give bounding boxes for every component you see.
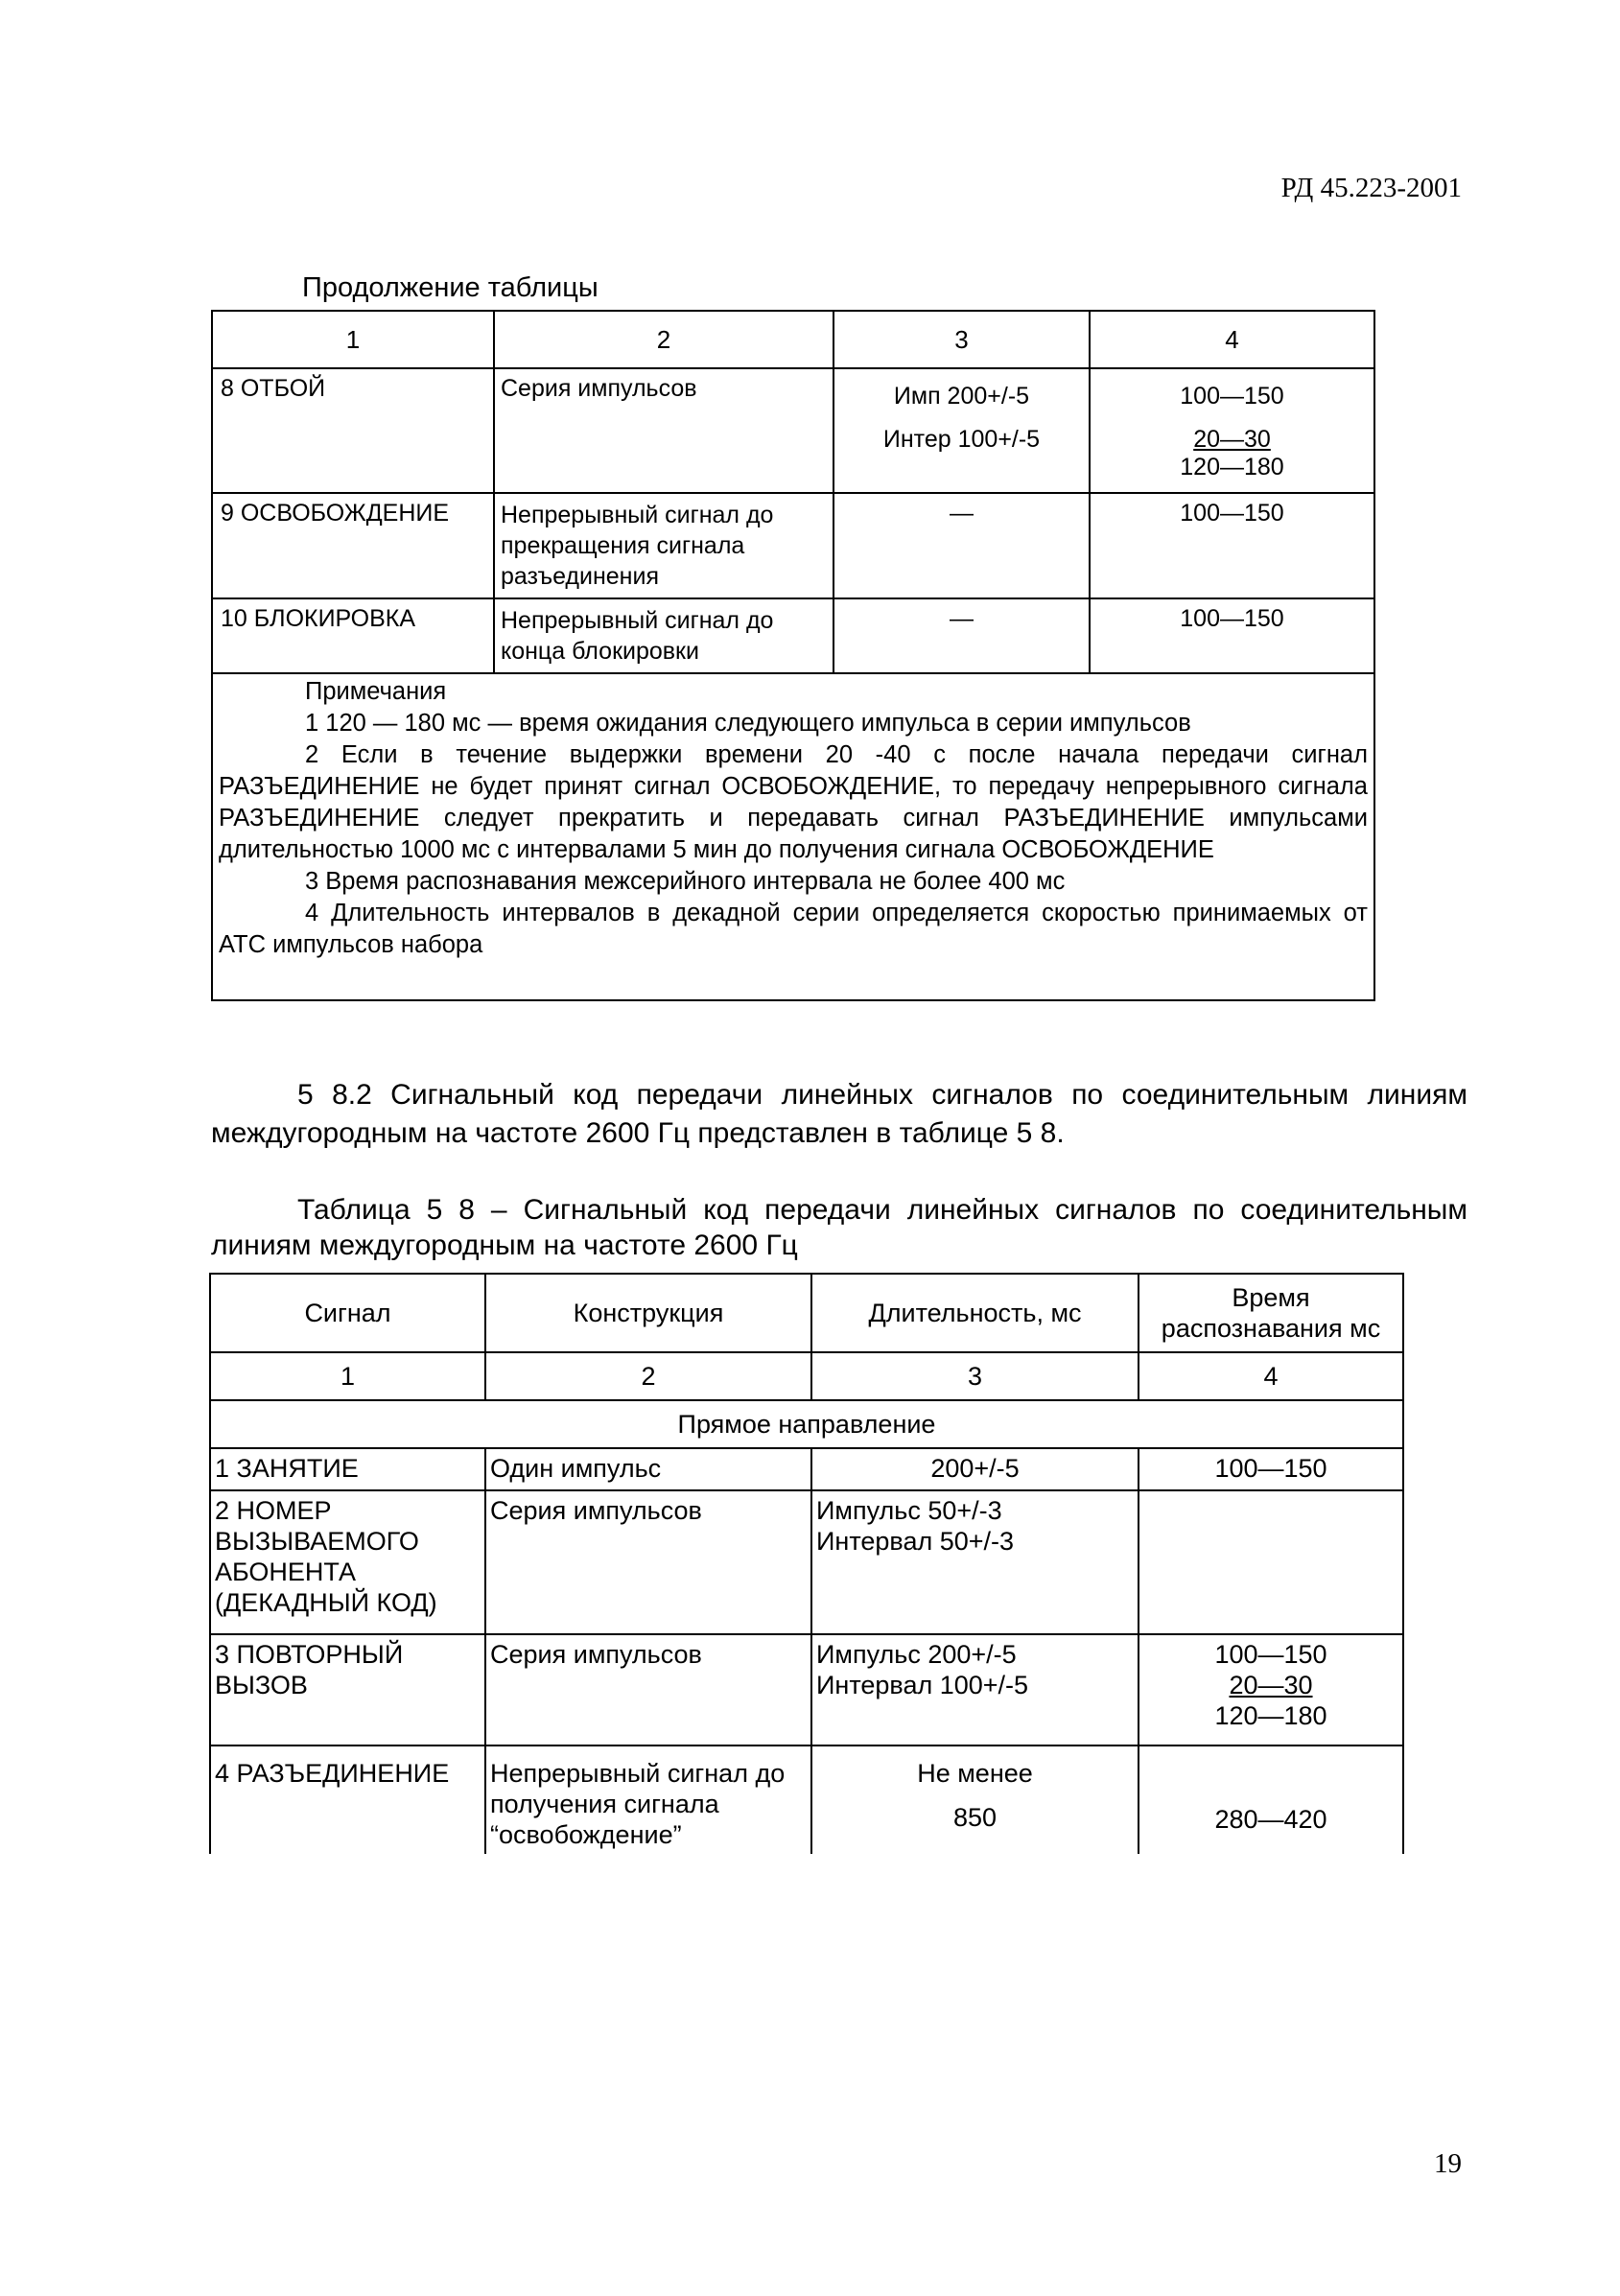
table-row [210,1745,1403,1854]
recognition-cell [1090,368,1374,493]
notes-cell [212,673,1374,1000]
signal-cell: 3 ПОВТОРНЫЙ ВЫЗОВ [210,1634,485,1745]
signal-cell: 8 ОТБОЙ [212,368,494,493]
note-1: 1 120 — 180 мс — время ожидания следующего импульса в серии импульсов [305,710,1191,737]
recognition-line: 20—30 [1229,1671,1313,1699]
construction-cell: Непрерывный сигнал до прекращения сигнала разъединения [494,493,833,598]
duration-line: Имп 200+/-5 [893,383,1030,410]
recognition-cell [1139,1634,1403,1745]
table-row [212,368,1374,493]
header-signal: Сигнал [210,1274,485,1352]
header-duration: Длительность, мс [811,1274,1139,1352]
duration-line: Интервал 50+/-3 [816,1527,1015,1556]
recognition-cell: 100—150 [1090,493,1374,598]
table2-section-row [210,1400,1403,1448]
table-row [212,598,1374,673]
table1-col-1: 1 [212,311,494,368]
duration-cell [833,368,1090,493]
recognition-cell [1139,1490,1403,1634]
recognition-line: 120—180 [1180,454,1284,480]
table2 [209,1273,1404,1854]
table1-col-2: 2 [494,311,833,368]
recognition-cell: 100—150 [1090,598,1374,673]
document-code: РД 45.223-2001 [1280,173,1462,203]
table1-caption: Продолжение таблицы [302,272,599,303]
col-number: 2 [485,1352,811,1400]
table1-col-4: 4 [1090,311,1374,368]
note-3: 3 Время распознавания межсерийного интервала не более 400 мс [305,868,1066,895]
signal-cell: 9 ОСВОБОЖДЕНИЕ [212,493,494,598]
table1 [211,310,1375,1001]
header-construction: Конструкция [485,1274,811,1352]
duration-cell: 200+/-5 [811,1448,1139,1490]
header-recognition: Время распознавания мс [1139,1274,1403,1352]
construction-cell: Серия импульсов [494,368,833,493]
recognition-line: 100—150 [1180,383,1284,410]
recognition-line: 20—30 [1193,426,1271,453]
construction-cell: Серия импульсов [485,1490,811,1634]
table1-col-3: 3 [833,311,1090,368]
construction-cell: Серия импульсов [485,1634,811,1745]
duration-line: Интервал 100+/-5 [816,1671,1029,1699]
duration-cell: — [833,493,1090,598]
recognition-cell: 100—150 [1139,1448,1403,1490]
signal-cell: 2 НОМЕР ВЫЗЫВАЕМОГО АБОНЕНТА (ДЕКАДНЫЙ КОД) [210,1490,485,1634]
table-row [210,1448,1403,1490]
duration-cell: — [833,598,1090,673]
section-title: Прямое направление [210,1400,1403,1448]
signal-cell: 4 РАЗЪЕДИНЕНИЕ [210,1745,485,1854]
page-number: 19 [1434,2148,1462,2179]
signal-cell: 10 БЛОКИРОВКА [212,598,494,673]
col-number: 3 [811,1352,1139,1400]
section-paragraph: 5 8.2 Сигнальный код передачи линейных сигналов по соединительным линиям междугородным на частоте 2600 Гц представлен в таблице 5 8. [211,1079,1467,1149]
table1-header-row [212,311,1374,368]
duration-cell [811,1634,1139,1745]
duration-cell [811,1490,1139,1634]
col-number: 1 [210,1352,485,1400]
table-row [210,1490,1403,1634]
table2-caption: Таблица 5 8 – Сигнальный код передачи линейных сигналов по соединительным линиям междугородным на частоте 2600 Гц [211,1194,1467,1261]
duration-line: Импульс 200+/-5 [816,1640,1017,1669]
col-number: 4 [1139,1352,1403,1400]
note-2: 2 Если в течение выдержки времени 20 -40 с после начала передачи сигнал РАЗЪЕДИНЕНИЕ не будет принят сигнал ОСВОБОЖДЕНИЕ, то передачу непрерывного сигнала РАЗЪЕДИНЕНИЕ следует прекратить и передавать сигнал РАЗЪЕДИНЕНИЕ импульсами длительностью 1000 мс с интервалами 5 мин до получения сигнала ОСВОБОЖДЕНИЕ [219,741,1368,863]
construction-cell: Непрерывный сигнал до получения сигнала “освобождение” [485,1745,811,1854]
construction-cell: Непрерывный сигнал до конца блокировки [494,598,833,673]
duration-cell [811,1745,1139,1854]
recognition-cell: 280—420 [1139,1745,1403,1854]
table-row [210,1634,1403,1745]
construction-cell: Один импульс [485,1448,811,1490]
table2-header-row [210,1274,1403,1352]
signal-cell: 1 ЗАНЯТИЕ [210,1448,485,1490]
table-row [212,493,1374,598]
duration-line: Импульс 50+/-3 [816,1496,1002,1525]
recognition-line: 120—180 [1214,1701,1327,1730]
recognition-line: 100—150 [1214,1640,1327,1669]
duration-line: Интер 100+/-5 [882,426,1041,453]
note-4: 4 Длительность интервалов в декадной серии определяется скоростью принимаемых от АТС импульсов набора [219,900,1368,958]
notes-title: Примечания [305,678,447,705]
duration-line: 850 [952,1803,998,1832]
duration-line: Не менее [917,1759,1033,1788]
table2-number-row [210,1352,1403,1400]
table1-notes-row [212,673,1374,1000]
